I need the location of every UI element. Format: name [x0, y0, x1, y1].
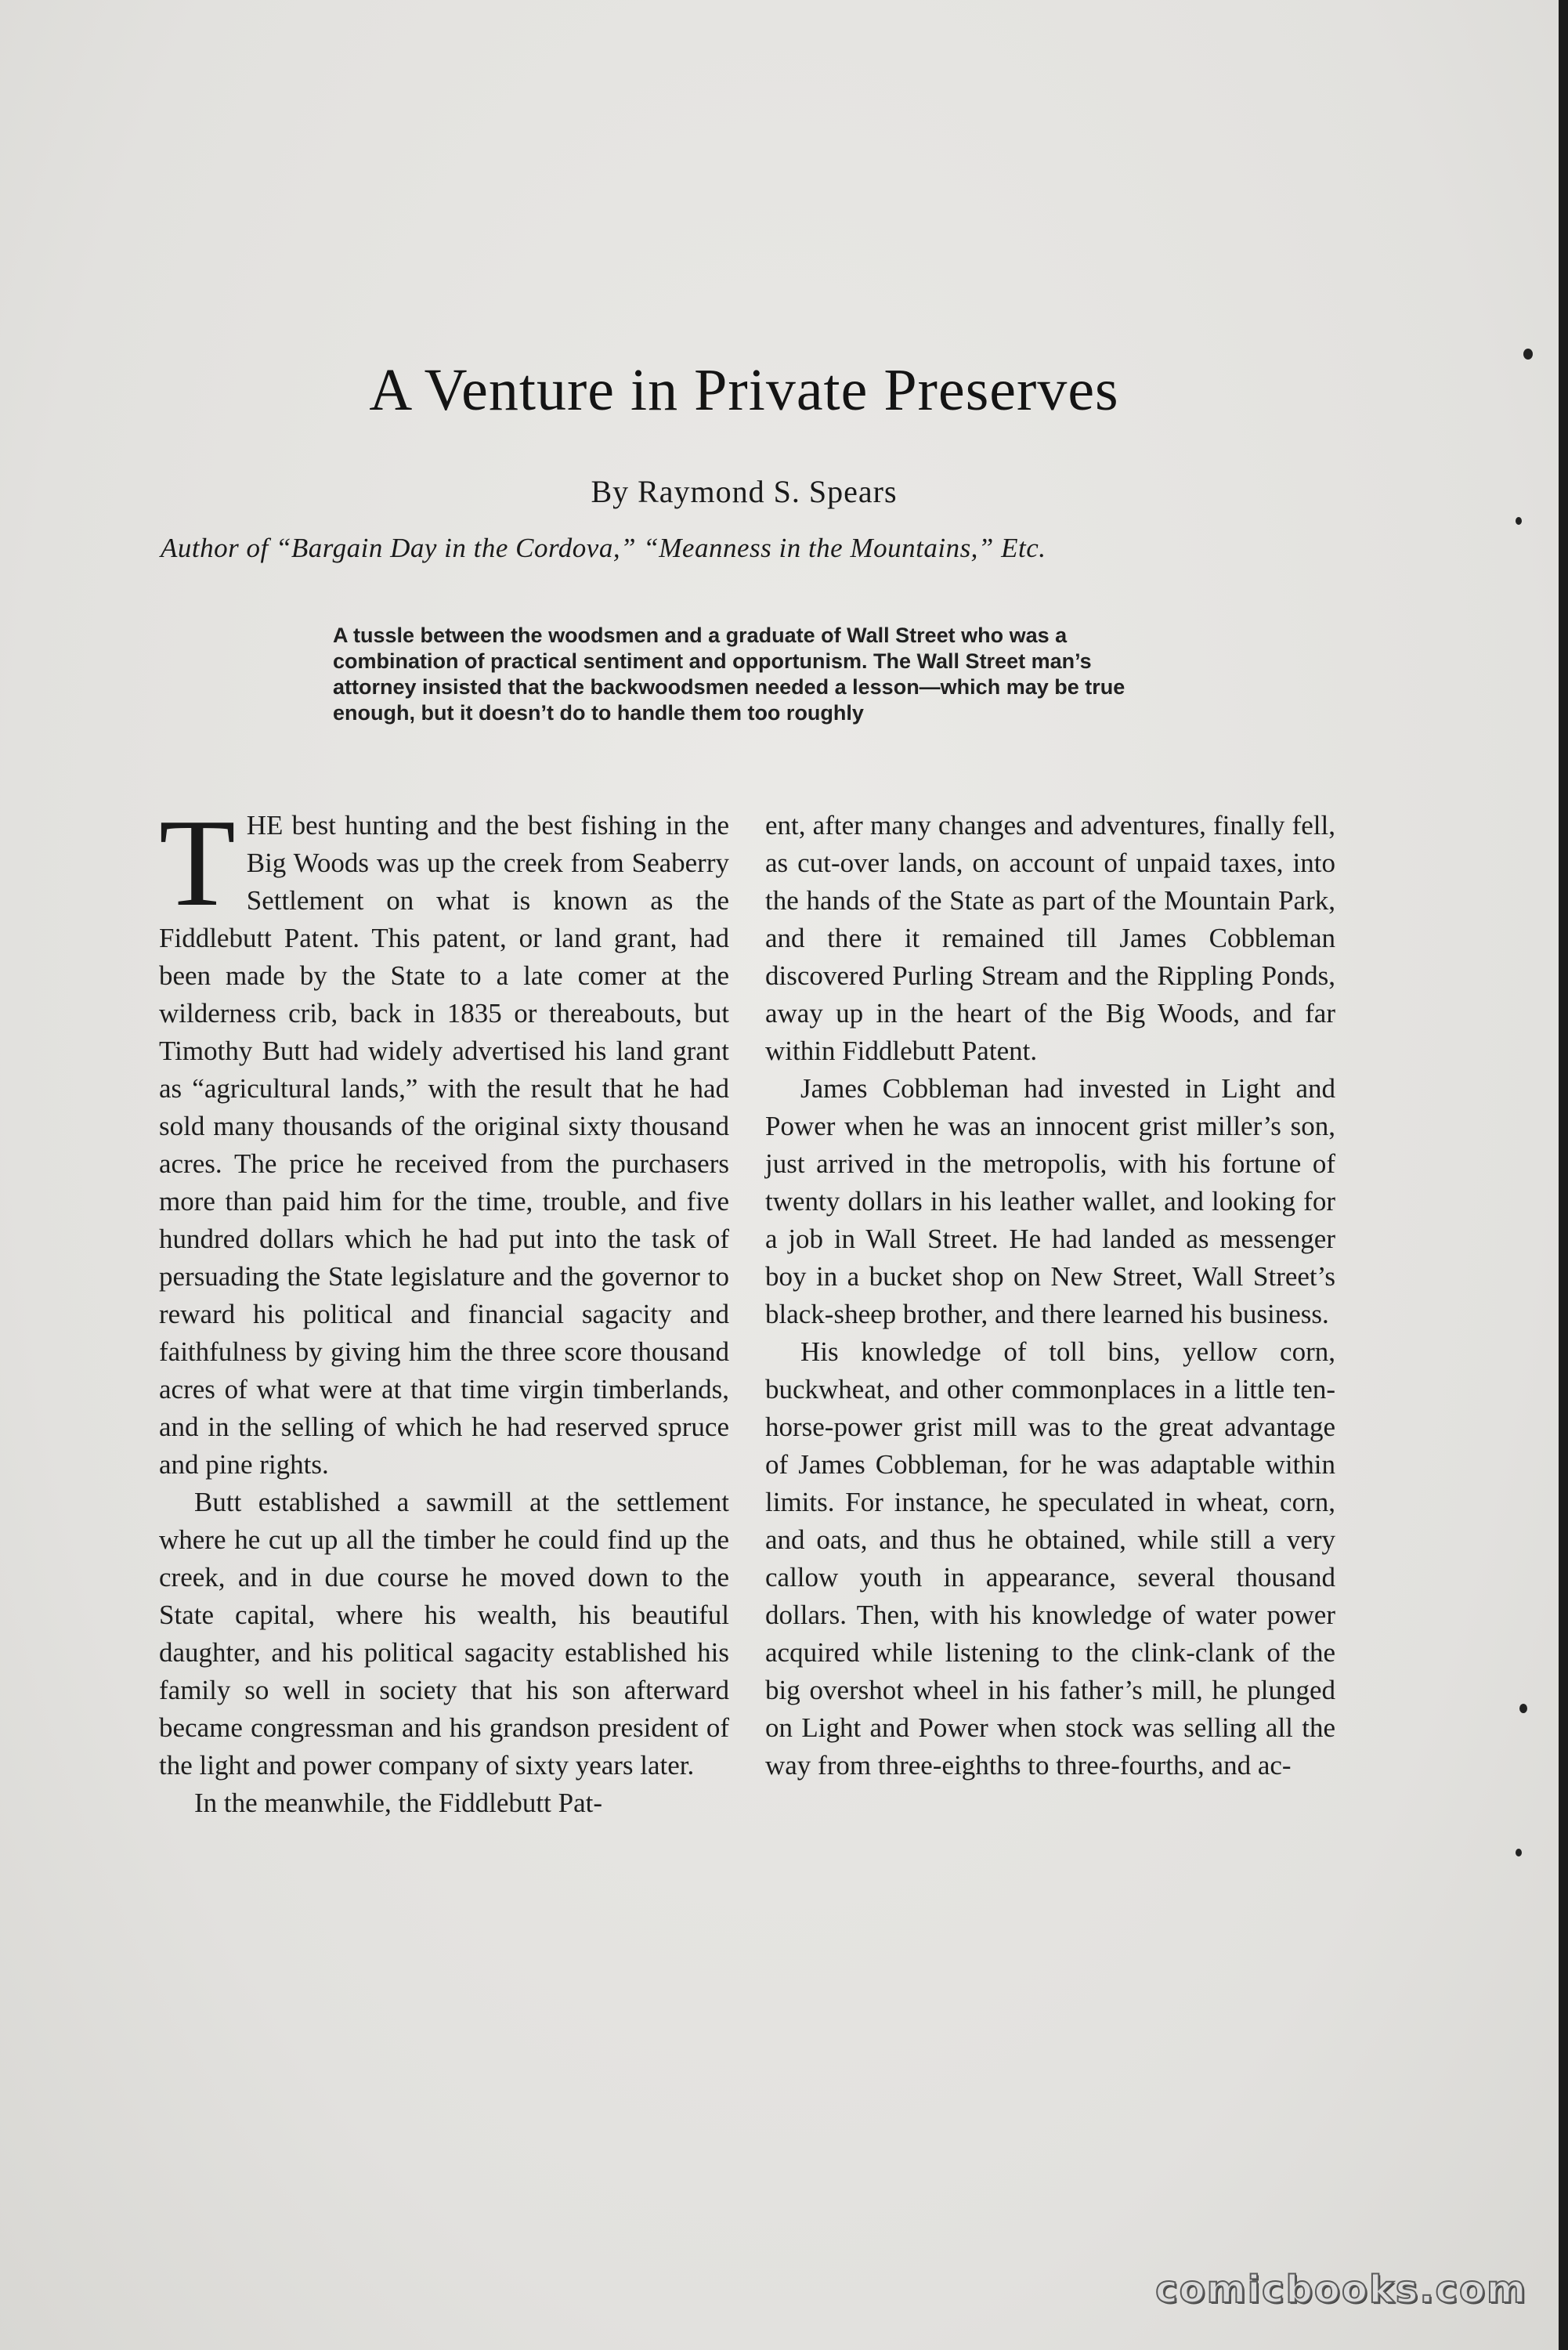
- paragraph: Butt established a sawmill at the settlement where he cut up all the timber he could find up the creek, and in due course he moved down to the State capital, where his wealth, his beautiful daughter, and his political sagacity established his family so well in society that his son afterward became congressman and his grandson president of the light and power company of sixty years later.: [159, 1487, 729, 1781]
- watermark: comicbooks.com: [1155, 2268, 1527, 2312]
- binding-hole: [1516, 1849, 1522, 1856]
- author-credit: Author of “Bargain Day in the Cordova,” “Meanness in the Mountains,” Etc.: [161, 533, 1046, 563]
- article-blurb: A tussle between the woodsmen and a graduate of Wall Street who was a combination of practical sentiment and opportunism. The Wall Street man’s attorney insisted that the backwoodsmen needed a lesson—which may be true enough, but it doesn’t do to handle them too roughly: [333, 624, 1125, 725]
- paragraph: ent, after many changes and adventures, finally fell, as cut-over lands, on account of unpaid taxes, into the hands of the State as part of the Mountain Park, and there it remained till James Cobbleman discovered Purling Stream and the Rippling Ponds, away up in the heart of the Big Woods, and far within Fiddlebutt Patent.: [765, 810, 1335, 1066]
- scan-edge: [1559, 0, 1568, 2350]
- paragraph: James Cobbleman had invested in Light and Power when he was an innocent grist miller’s son, just arrived in the metropolis, with his fortune of twenty dollars in his leather wallet, and looking for a job in Wall Street. He had landed as messenger boy in a bucket shop on New Street, Wall Street’s black-sheep brother, and there learned his business.: [765, 1073, 1335, 1329]
- right-column: [765, 807, 1335, 1784]
- article-byline: By Raymond S. Spears: [591, 474, 898, 509]
- paragraph: In the meanwhile, the Fiddlebutt Pat-: [194, 1788, 603, 1818]
- paragraph: His knowledge of toll bins, yellow corn, buckwheat, and other commonplaces in a little ten-horse-power grist mill was to the great advantage of James Cobbleman, for he was adaptable within limits. For instance, he speculated in wheat, corn, and oats, and thus he obtained, while still a very callow youth in appearance, several thousand dollars. Then, with his knowledge of water power acquired while listening to the clink-clank of the big overshot wheel in his father’s mill, he plunged on Light and Power when stock was selling all the way from three-eighths to three-fourths, and ac-: [765, 1336, 1335, 1781]
- paragraph-text: HE best hunting and the best fishing in the Big Woods was up the creek from Seaberry Settlement on what is known as the Fiddlebutt Patent. This patent, or land grant, had been made by the State to a late comer at the wilderness crib, back in 1835 or thereabouts, but Timothy Butt had widely advertised his land grant as “agricultural lands,” with the result that he had sold many thousands of the original sixty thousand acres. The price he received from the purchasers more than paid him for the time, trouble, and five hundred dollars which he had put into the task of persuading the State legislature and the governor to reward his political and financial sagacity and faithfulness by giving him the three score thousand acres of what were at that time virgin timberlands, and in the selling of which he had reserved spruce and pine rights.: [159, 810, 729, 1480]
- paragraph: [159, 793, 729, 1484]
- binding-hole: [1519, 1704, 1527, 1713]
- binding-hole: [1516, 517, 1522, 525]
- drop-cap: T: [159, 793, 236, 932]
- article-title: A Venture in Private Preserves: [369, 357, 1119, 423]
- binding-hole: [1523, 349, 1533, 360]
- left-column: [159, 793, 729, 1822]
